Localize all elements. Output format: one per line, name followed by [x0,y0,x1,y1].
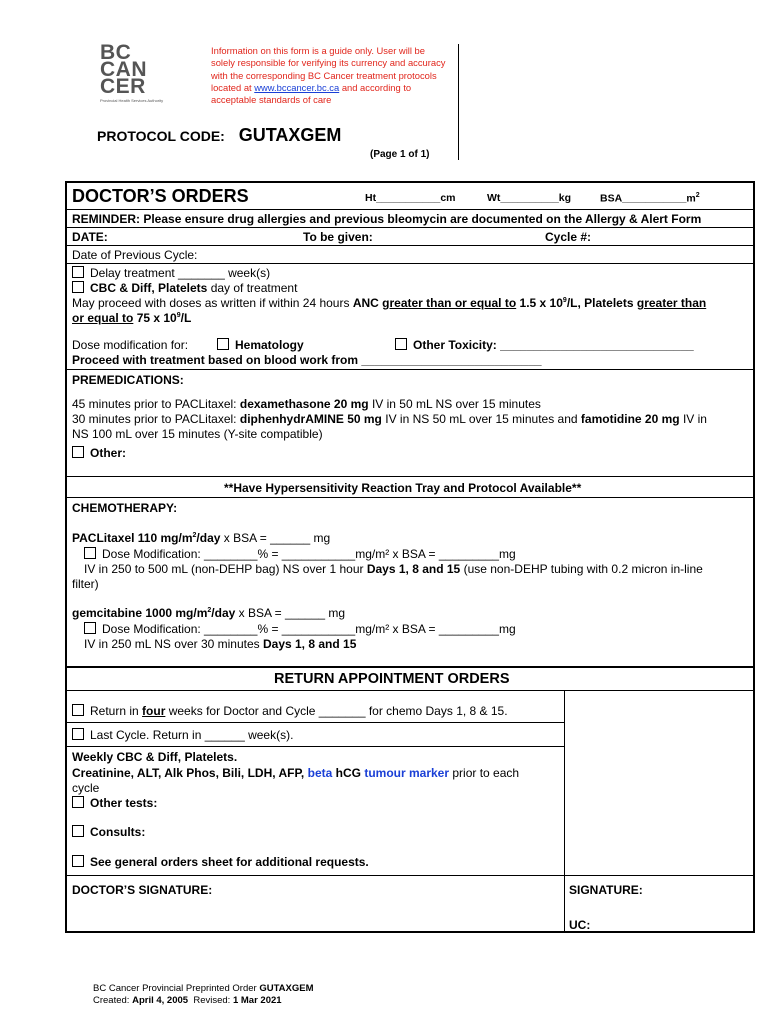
other-toxicity-label[interactable]: Other Toxicity: _____________________________ [413,338,694,352]
premed-timing-2: 30 minutes prior to PACLitaxel: [72,412,237,426]
premed-other-checkbox[interactable] [72,446,84,458]
created-date: April 4, 2005 [132,995,189,1006]
doctor-signature[interactable]: DOCTOR’S SIGNATURE: [72,883,213,897]
logo-line-1: BC [100,41,132,64]
divider [67,875,753,876]
delay-label: Delay treatment _______ week(s) [90,266,271,280]
footer-code: GUTAXGEM [259,983,314,994]
bsa-label: BSA___________m [600,192,696,205]
proceed-line-1 [72,296,706,310]
logo-line-3: CER [100,75,146,98]
tumour-marker: tumour marker [364,766,450,780]
paclitaxel-days: Days 1, 8 and 15 [366,562,461,576]
gemcitabine-dose: gemcitabine 1000 mg/m [72,606,208,620]
paclitaxel-bsa[interactable]: x BSA = ______ mg [223,531,331,545]
paclitaxel-mod-checkbox[interactable] [84,547,96,559]
orders-title: DOCTOR’S ORDERS [72,186,249,206]
or-equal-to: or equal to [72,311,134,325]
return-checkbox[interactable] [72,704,84,716]
per-day: /day [196,531,221,545]
dexamethasone: dexamethasone 20 mg [239,397,369,411]
disclaimer-tail: and according to acceptable standards of care [211,81,412,106]
revised-date: 1 Mar 2021 [232,995,282,1006]
premed-line-2 [72,412,707,426]
divider [67,209,753,210]
return-tail[interactable]: weeks for Doctor and Cycle _______ for chemo Days 1, 8 & 15. [168,704,508,718]
protocol-code-value: GUTAXGEM [238,125,342,145]
footer [93,983,314,1007]
divider [67,690,753,691]
to-be-given-field[interactable]: To be given: [303,230,373,244]
prior-to-each: prior to each [452,766,520,780]
signature[interactable]: SIGNATURE: [569,883,643,897]
bsa-field[interactable] [600,192,700,205]
last-cycle-label[interactable]: Last Cycle. Return in ______ week(s). [90,728,294,742]
header-divider [458,44,459,160]
dose-mod-label: Dose modification for: [72,338,189,352]
cbc-label: CBC & Diff, Platelets [90,281,208,295]
premed-other-label: Other: [90,446,126,460]
general-orders-label: See general orders sheet for additional requests. [90,855,369,869]
footer-line-2 [93,995,314,1007]
ldh-afp: , LDH, AFP, [240,766,305,780]
anc-value: 1.5 x 10 [519,296,563,310]
gemcitabine-dose-mod [84,622,516,636]
see-general-orders [72,855,369,869]
hematology-option [217,338,304,352]
general-orders-checkbox[interactable] [72,855,84,867]
hematology-checkbox[interactable] [217,338,229,350]
divider [67,263,753,264]
hypersensitivity-note: **Have Hypersensitivity Reaction Tray and Protocol Available** [224,481,582,495]
bc-cancer-logo [100,41,200,103]
paclitaxel-dose-mod [84,547,516,561]
gemcitabine-days: Days 1, 8 and 15 [262,637,357,651]
premed-title: PREMEDICATIONS: [72,373,184,387]
creatinine-line [72,766,519,780]
divider [67,666,753,668]
paclitaxel-iv-text: IV in 250 to 500 mL (non-DEHP bag) NS over 1 hour [84,562,364,576]
return-four-weeks [72,704,508,718]
proceed-bloodwork[interactable]: Proceed with treatment based on blood work from ___________________________ [72,353,542,367]
protocol-label: PROTOCOL CODE: [97,128,225,144]
page-number: (Page 1 of 1) [370,149,430,160]
platelet-exp: 9 [176,312,181,319]
divider [67,476,753,477]
other-tests [72,796,157,810]
divider [67,497,753,498]
logo-line-2: CAN [100,58,147,81]
weight-field[interactable]: Wt__________kg [487,192,572,204]
last-cycle-checkbox[interactable] [72,728,84,740]
doctors-orders-form [65,181,755,933]
proceed-line-2 [72,311,191,325]
paclitaxel-tubing: (use non-DEHP tubing with 0.2 micron in-line [463,562,703,576]
divider [67,746,564,747]
weekly-cbc: Weekly CBC & Diff, Platelets. [72,750,238,764]
gemcitabine-iv [84,637,356,651]
platelets-label: /L, Platelets [566,296,634,310]
protocol-code [97,125,341,146]
last-cycle [72,728,293,742]
created-label: Created: [93,995,130,1006]
height-field[interactable]: Ht___________cm [365,192,456,204]
anc-exp: 9 [562,297,567,304]
right-column-divider [564,690,565,933]
gte-2: greater than [636,296,707,310]
sq-sup: 2 [192,532,197,539]
delay-checkbox[interactable] [72,266,84,278]
divider [67,722,564,723]
consults-checkbox[interactable] [72,825,84,837]
footer-title: BC Cancer Provincial Preprinted Order [93,983,257,994]
premed-line-3: NS 100 mL over 15 minutes (Y-site compatible) [72,427,323,441]
premed-timing-1: 45 minutes prior to PACLitaxel: [72,397,237,411]
diphenhydramine: diphenhydrAMINE 50 mg [239,412,382,426]
cbc-tail: day of treatment [210,281,298,295]
other-toxicity-checkbox[interactable] [395,338,407,350]
cbc-checkbox[interactable] [72,281,84,293]
disclaimer-text: Information on this form is a guide only. User will be solely responsible for verifying its currency and accuracy with the corresponding BC Cancer treatment protocols located at [211,45,446,93]
footer-line-1 [93,983,314,995]
divider [67,227,753,228]
gemcitabine-line [72,606,345,620]
revised-label: Revised: [193,995,231,1006]
gemcitabine-bsa[interactable]: x BSA = ______ mg [238,606,346,620]
return-in: Return in [90,704,139,718]
divider [67,245,753,246]
sq-sup: 2 [207,607,212,614]
logo-subtitle: Provincial Health Services Authority [100,98,164,103]
reminder: REMINDER: Please ensure drug allergies and previous bleomycin are documented on the Allergy & Alert Form [72,212,702,226]
platelet-value: 75 x 10 [136,311,177,325]
beta: beta [307,766,333,780]
date-field[interactable]: DATE: [72,230,108,244]
bsa-sup: 2 [695,192,700,199]
chemo-title: CHEMOTHERAPY: [72,501,178,515]
other-tests-label: Other tests: [90,796,158,810]
paclitaxel-line [72,531,330,545]
return-four: four [142,704,166,718]
premed-route-2b: IV in [682,412,707,426]
gemcitabine-mod-checkbox[interactable] [84,622,96,634]
gemcitabine-iv-text: IV in 250 mL NS over 30 minutes [84,637,260,651]
divider [67,369,753,370]
delay-treatment-row [72,266,270,280]
premed-other [72,446,126,460]
premed-route-2: IV in NS 50 mL over 15 minutes and [385,412,578,426]
per-day: /day [211,606,236,620]
consults-label: Consults: [90,825,146,839]
proceed-text: May proceed with doses as written if within 24 hours [72,296,350,310]
uc[interactable]: UC: [569,918,591,932]
paclitaxel-iv [84,562,703,576]
consults [72,825,145,839]
hematology-label: Hematology [235,338,304,352]
paclitaxel-filter: filter) [72,577,99,591]
bccancer-link[interactable]: www.bccancer.bc.ca [254,81,340,93]
creatinine-tests: Creatinine, ALT, Alk Phos, Bili [72,766,241,780]
premed-line-1 [72,397,541,411]
gemcitabine-mod-label[interactable]: Dose Modification: ________% = ___________mg/m² x BSA = _________mg [102,622,516,636]
platelet-unit: /L [180,311,192,325]
other-toxicity-option [395,338,694,352]
cbc-row [72,281,297,295]
cycle-number-field[interactable]: Cycle #: [545,230,592,244]
anc: ANC [352,296,379,310]
return-title: RETURN APPOINTMENT ORDERS [274,671,510,687]
famotidine: famotidine 20 mg [580,412,680,426]
hcg: hCG [335,766,361,780]
paclitaxel-mod-label[interactable]: Dose Modification: ________% = ___________mg/m² x BSA = _________mg [102,547,516,561]
previous-cycle-field[interactable]: Date of Previous Cycle: [72,248,198,262]
cycle-word: cycle [72,781,100,795]
disclaimer [211,45,451,106]
gte: greater than or equal to [382,296,517,310]
paclitaxel-dose: PACLitaxel 110 mg/m [72,531,193,545]
premed-route-1: IV in 50 mL NS over 15 minutes [371,397,541,411]
other-tests-checkbox[interactable] [72,796,84,808]
